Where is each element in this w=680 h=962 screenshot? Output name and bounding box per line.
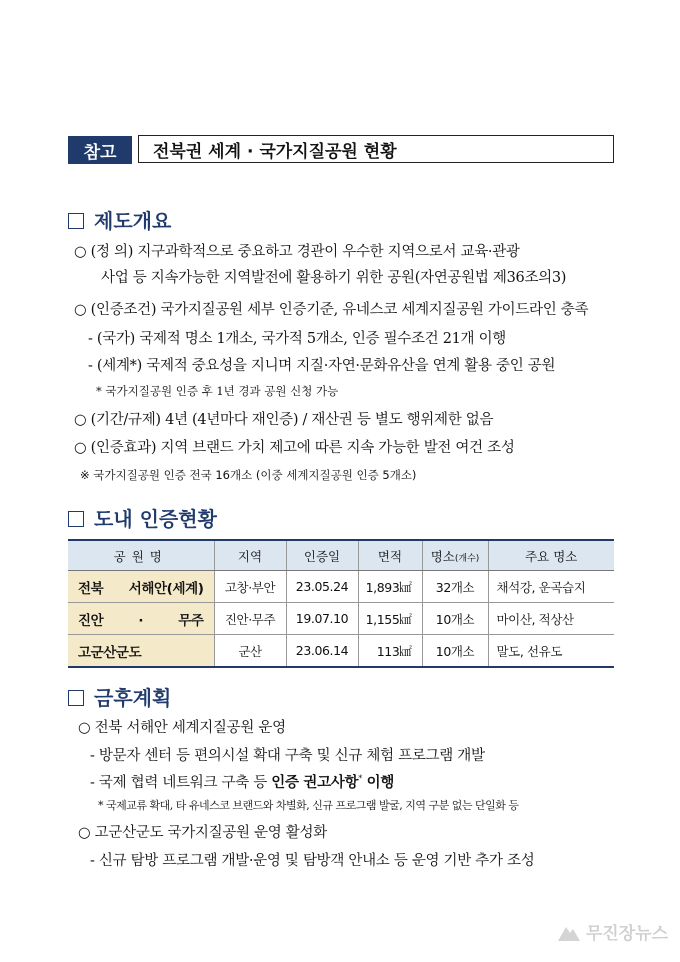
overview-line-world: - (세계*) 국제적 중요성을 지니며 지질·자연·문화유산을 연계 활용 중인 공원: [88, 358, 556, 374]
park-name: 전북 서해안(세계): [68, 571, 214, 603]
region: 진안·무주: [214, 603, 286, 635]
table-header-row: [68, 540, 614, 571]
reference-tag: 참고: [68, 136, 132, 164]
section-heading-status: [68, 503, 217, 532]
certification-status-table: [68, 539, 614, 668]
square-bullet-icon: [68, 690, 84, 706]
plan-line-facilities: - 방문자 센터 등 편의시설 확대 구축 및 신규 체험 프로그램 개발: [90, 748, 485, 764]
overview-line-definition-cont: 사업 등 지속가능한 지역발전에 활용하기 위한 공원(자연공원법 제36조의3): [101, 270, 567, 286]
site-count: 10개소: [422, 603, 488, 635]
region: 고창·부안: [214, 571, 286, 603]
table-row: [68, 571, 614, 603]
page-title: [138, 135, 614, 163]
area: 1,893㎢: [358, 571, 422, 603]
watermark-text: 무진장뉴스: [585, 924, 668, 944]
major-sites: 말도, 선유도: [488, 635, 614, 668]
header-area: 면적: [358, 540, 422, 571]
park-name: 진안 · 무주: [68, 603, 214, 635]
plan-line-program: - 신규 탐방 프로그램 개발·운영 및 탐방객 안내소 등 운영 기반 추가 조성: [90, 853, 535, 869]
plan-line-network: [90, 771, 394, 792]
header-cert-date: 인증일: [286, 540, 358, 571]
overview-line-period: ○ (기간/규제) 4년 (4년마다 재인증) / 재산권 등 별도 행위제한 없음: [74, 412, 494, 428]
header-sites-unit: (개수): [454, 553, 480, 564]
plan-line-network-text: - 국제 협력 네트워크 구축 등: [90, 775, 272, 791]
plan-line-network-emphasis: 인증 권고사항: [271, 774, 359, 791]
square-bullet-icon: [68, 511, 84, 527]
section-heading-plan-text: 금후계획: [94, 686, 172, 710]
area: 113㎢: [358, 635, 422, 668]
cert-date: 19.07.10: [286, 603, 358, 635]
region: 군산: [214, 635, 286, 668]
cert-date: 23.06.14: [286, 635, 358, 668]
header-sites-label: 명소: [430, 548, 455, 564]
plan-line-network-asterisk: *: [358, 774, 362, 784]
cert-date: 23.05.24: [286, 571, 358, 603]
overview-footnote: * 국가지질공원 인증 후 1년 경과 공원 신청 가능: [96, 384, 339, 398]
section-heading-plan: [68, 682, 171, 711]
header-sites: [422, 540, 488, 571]
major-sites: 채석강, 운곡습지: [488, 571, 614, 603]
header-major-sites: 주요 명소: [488, 540, 614, 571]
header-park-name: 공원명: [68, 540, 214, 571]
overview-line-national: - (국가) 국제적 명소 1개소, 국가적 5개소, 인증 필수조건 21개 이행: [88, 331, 506, 347]
area: 1,155㎢: [358, 603, 422, 635]
overview-line-effect: ○ (인증효과) 지역 브랜드 가치 제고에 따른 지속 가능한 발전 여건 조성: [74, 440, 515, 456]
site-count: 10개소: [422, 635, 488, 668]
plan-line-gogunsan: ○ 고군산군도 국가지질공원 운영 활성화: [78, 825, 327, 841]
mountain-logo-icon: [558, 923, 580, 941]
plan-line-network-end: 이행: [361, 774, 395, 791]
plan-line-westcoast: ○ 전북 서해안 세계지질공원 운영: [78, 720, 286, 736]
section-heading-overview: [68, 205, 171, 234]
section-heading-status-text: 도내 인증현황: [94, 507, 217, 531]
table-row: [68, 635, 614, 668]
site-count: 32개소: [422, 571, 488, 603]
park-name: 고군산군도: [68, 635, 214, 668]
table-row: [68, 603, 614, 635]
section-heading-overview-text: 제도개요: [94, 209, 172, 233]
major-sites: 마이산, 적상산: [488, 603, 614, 635]
page-title-text: 전북권 세계 · 국가지질공원 현황: [153, 141, 397, 162]
plan-footnote: * 국제교류 확대, 타 유네스코 브랜드와 차별화, 신규 프로그램 발굴, 지역 구분 없는 단일화 등: [98, 799, 519, 812]
square-bullet-icon: [68, 213, 84, 229]
overview-note: ※ 국가지질공원 인증 전국 16개소 (이중 세계지질공원 인증 5개소): [80, 468, 417, 482]
watermark: [558, 919, 668, 944]
overview-line-definition: ○ (정 의) 지구과학적으로 중요하고 경관이 우수한 지역으로서 교육·관광: [74, 244, 520, 260]
header-region: 지역: [214, 540, 286, 571]
overview-line-conditions: ○ (인증조건) 국가지질공원 세부 인증기준, 유네스코 세계지질공원 가이드라인 충족: [74, 302, 589, 318]
